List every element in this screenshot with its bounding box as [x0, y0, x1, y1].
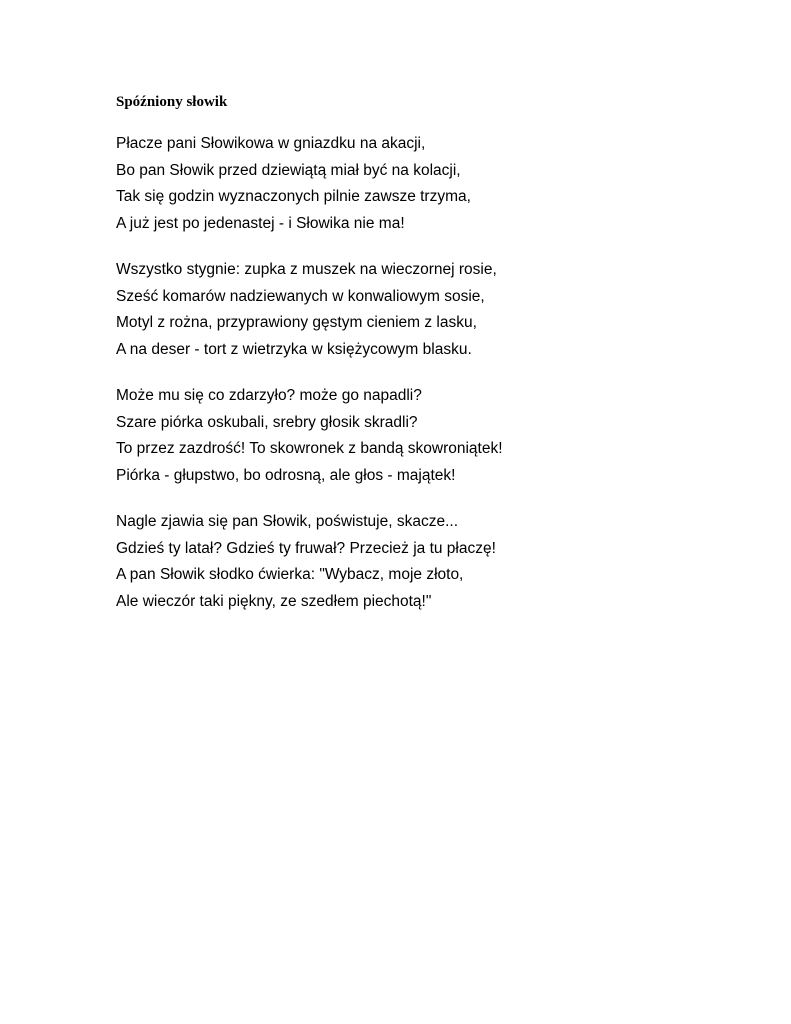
poem-title: Spóźniony słowik: [116, 94, 228, 110]
poem-line: Bo pan Słowik przed dziewiątą miał być na kolacji,: [116, 161, 461, 179]
stanza-3: [116, 383, 756, 489]
poem-line: Tak się godzin wyznaczonych pilnie zawsze trzyma,: [116, 188, 471, 205]
poem-line: Piórka - głupstwo, bo odrosną, ale głos - majątek!: [116, 466, 456, 484]
poem-line: Nagle zjawia się pan Słowik, poświstuje, skacze...: [116, 513, 459, 530]
poem-line: To przez zazdrość! To skowronek z bandą skowroniątek!: [116, 440, 503, 457]
poem-line: A na deser - tort z wietrzyka w księżycowym blasku.: [116, 340, 472, 358]
poem-line: Może mu się co zdarzyło? może go napadli?: [116, 387, 422, 404]
poem-line: Szare piórka oskubali, srebry głosik skradli?: [116, 413, 418, 431]
poem-line: Ale wieczór taki piękny, ze szedłem piechotą!": [116, 592, 432, 610]
poem: [116, 92, 756, 635]
stanza-4: [116, 509, 756, 615]
poem-line: Wszystko stygnie: zupka z muszek na wieczornej rosie,: [116, 261, 497, 278]
stanza-2: [116, 257, 756, 363]
poem-line: Gdzieś ty latał? Gdzieś ty fruwał? Przecież ja tu płaczę!: [116, 539, 496, 557]
poem-line: Sześć komarów nadziewanych w konwaliowym sosie,: [116, 287, 485, 305]
poem-line: A już jest po jedenastej - i Słowika nie ma!: [116, 214, 405, 232]
stanza-1: [116, 131, 756, 237]
poem-line: A pan Słowik słodko ćwierka: "Wybacz, moje złoto,: [116, 566, 464, 583]
poem-line: Motyl z rożna, przyprawiony gęstym cieniem z lasku,: [116, 314, 477, 331]
poem-line: Płacze pani Słowikowa w gniazdku na akacji,: [116, 135, 426, 152]
